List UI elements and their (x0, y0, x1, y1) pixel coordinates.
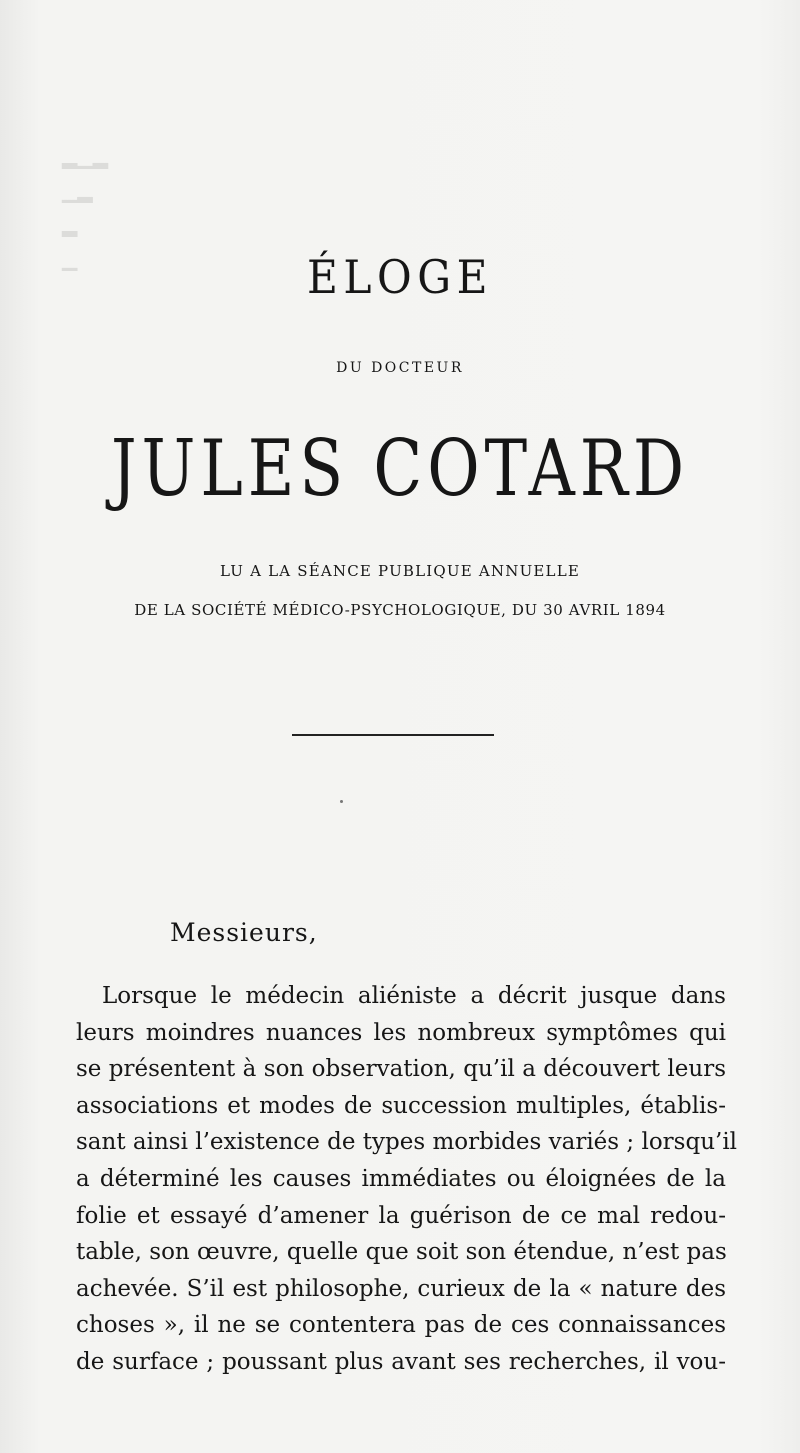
body-line: folie et essayé d’amener la guérison de ce mal redou- (76, 1202, 726, 1229)
body-paragraph (76, 978, 738, 1381)
horizontal-rule (292, 734, 494, 736)
body-line: achevée. S’il est philosophe, curieux de la « nature des (76, 1275, 726, 1302)
subtitle-line-1: LU A LA SÉANCE PUBLIQUE ANNUELLE (219, 562, 581, 580)
body-line: associations et modes de succession multiples, établis- (76, 1092, 726, 1119)
body-line: leurs moindres nuances les nombreux symptômes qui (76, 1019, 726, 1046)
salutation: Messieurs, (170, 918, 318, 947)
body-line: de surface ; poussant plus avant ses recherches, il vou- (76, 1348, 726, 1375)
title-eloge: ÉLOGE (306, 250, 493, 304)
subtitle-line-2: DE LA SOCIÉTÉ MÉDICO-PSYCHOLOGIQUE, DU 30 AVRIL 1894 (134, 601, 666, 619)
body-line: sant ainsi l’existence de types morbides variés ; lorsqu’il (76, 1129, 738, 1156)
body-line: choses », il ne se contentera pas de ces connaissances (76, 1312, 726, 1339)
title-jules-cotard: JULES COTARD (110, 424, 690, 514)
title-du-docteur: DU DOCTEUR (336, 360, 464, 376)
body-line: table, son œuvre, quelle que soit son étendue, n’est pas (76, 1239, 727, 1266)
show-through-artifact: ▂▁▂ ▁▂ ▂ ▁ (62, 145, 109, 271)
body-line: Lorsque le médecin aliéniste a décrit jusque dans (102, 983, 726, 1009)
body-line: a déterminé les causes immédiates ou éloignées de la (76, 1165, 726, 1192)
body-line: se présentent à son observation, qu’il a découvert leurs (76, 1056, 726, 1083)
print-speck (340, 800, 343, 803)
